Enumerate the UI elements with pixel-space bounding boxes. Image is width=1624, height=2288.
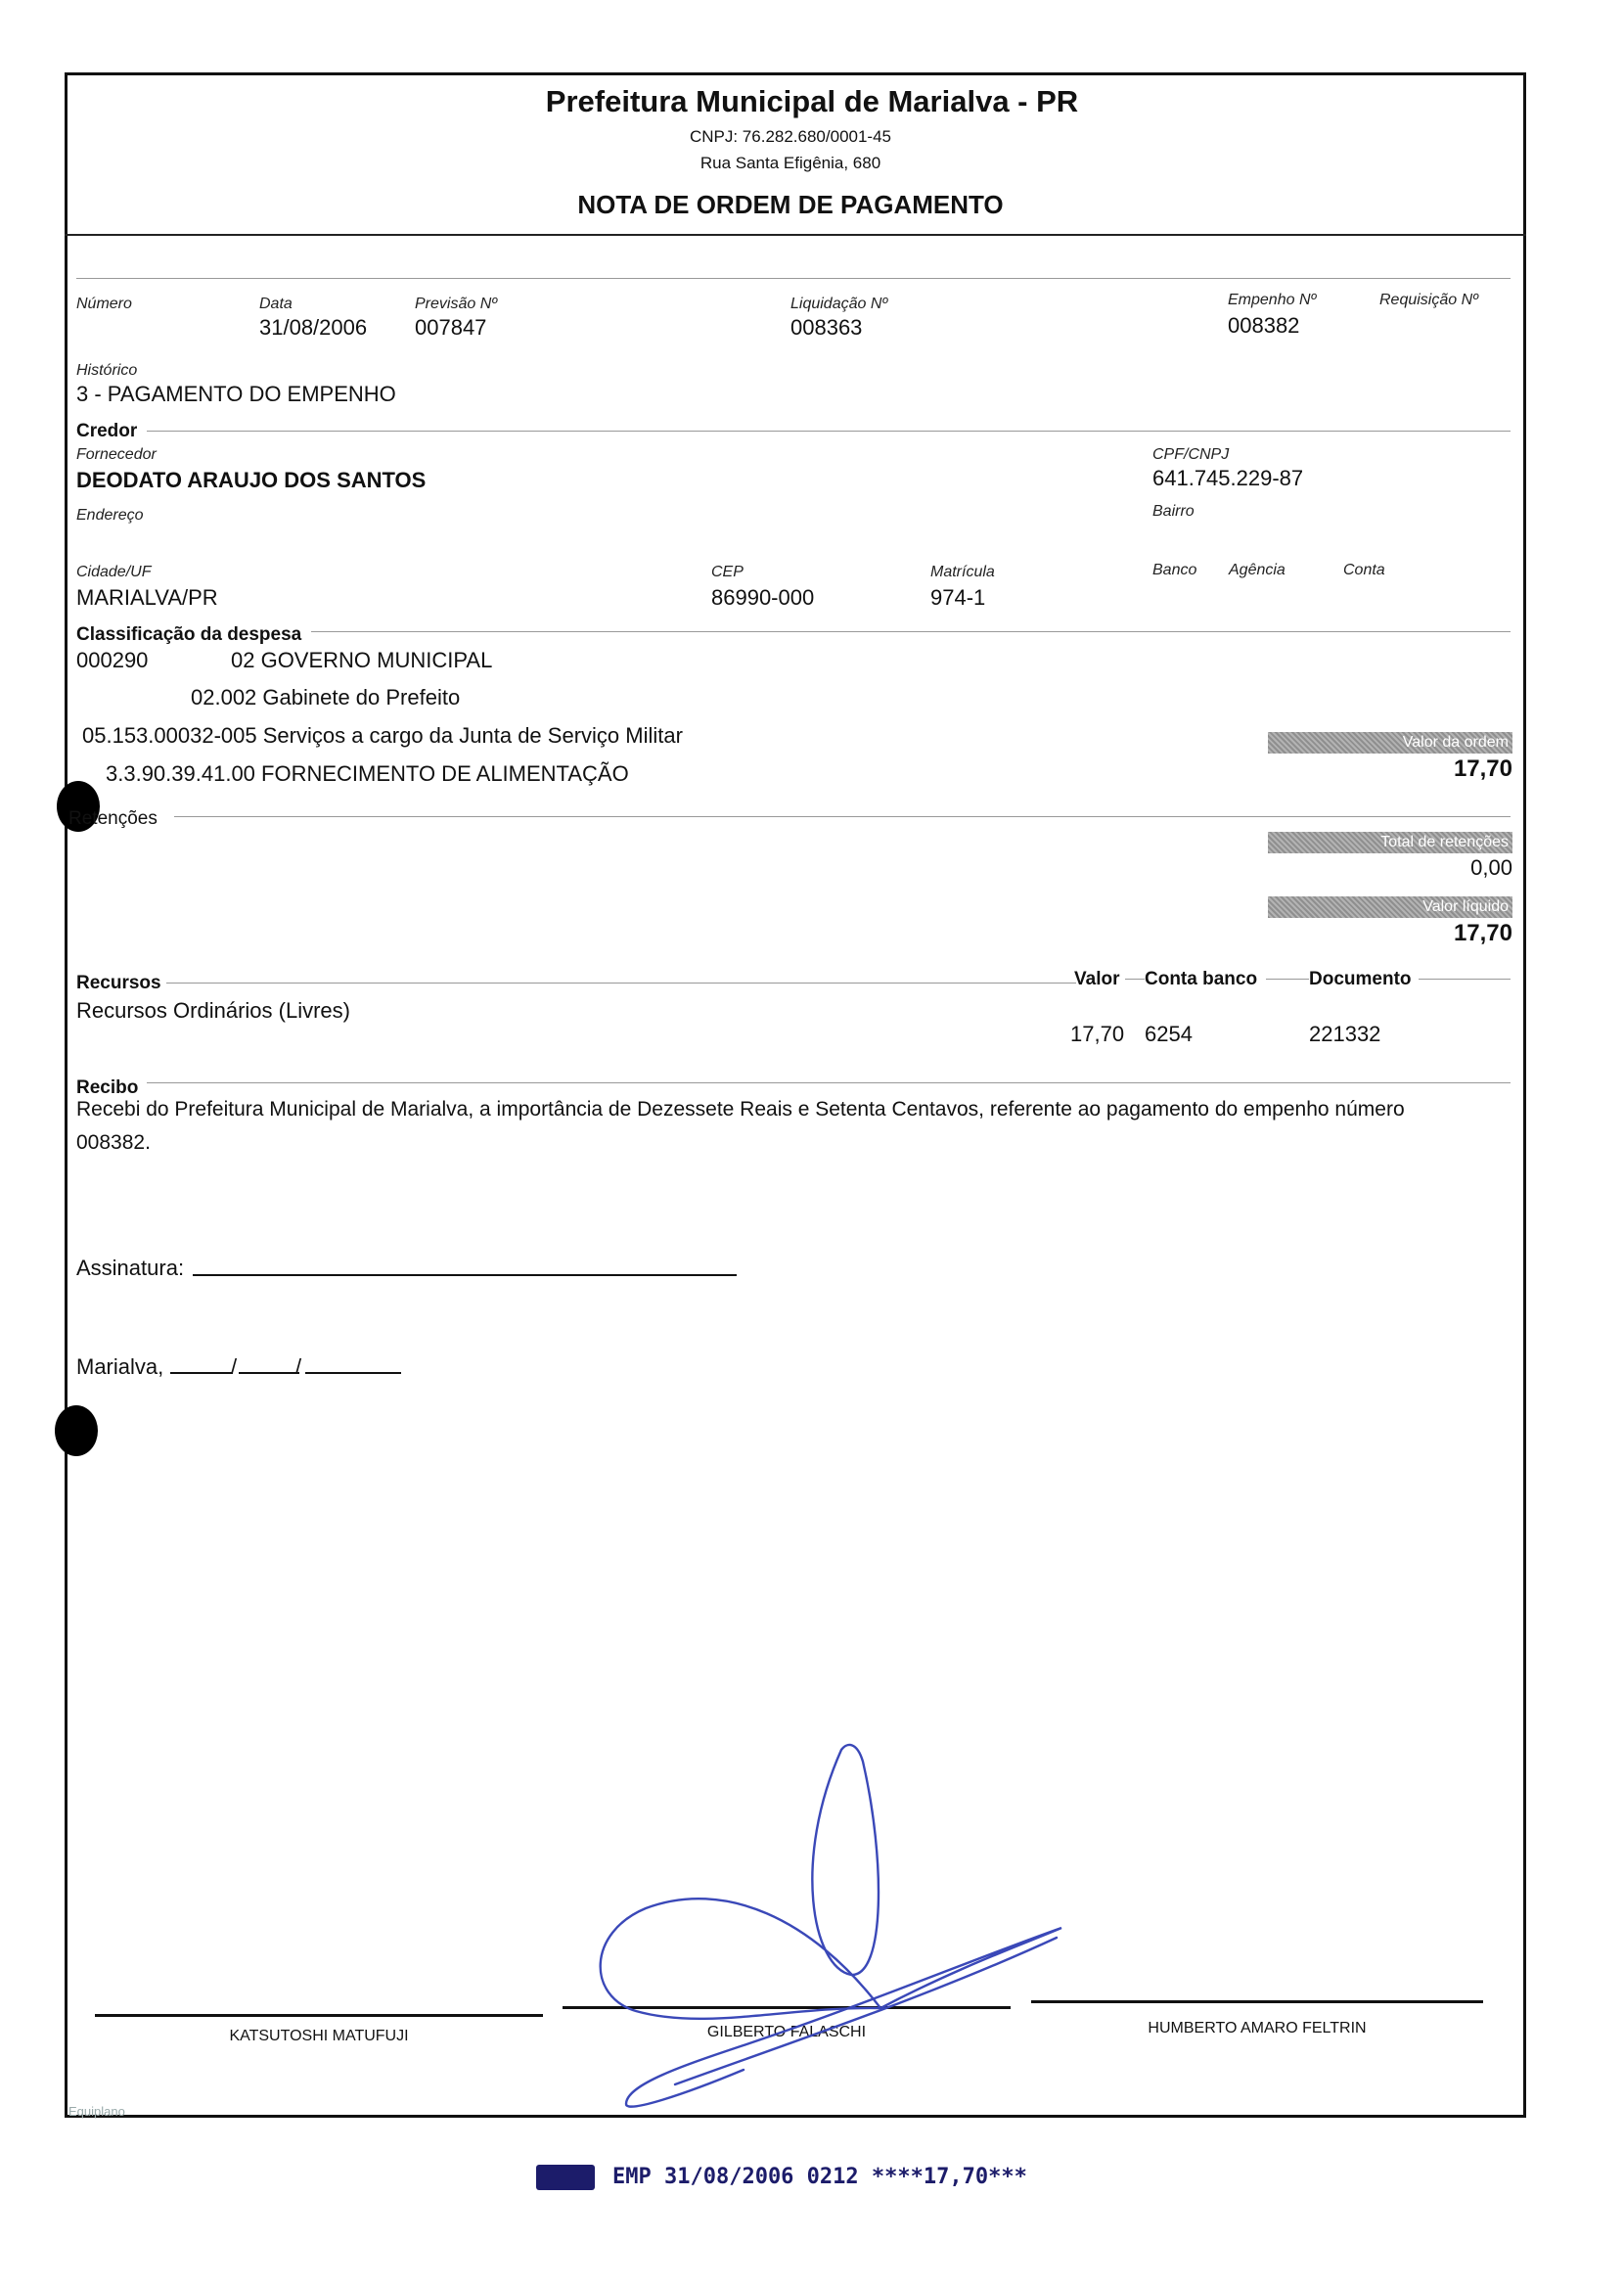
- documento-rule: [1419, 979, 1511, 980]
- signer-2-name: GILBERTO FALASCHI: [706, 2024, 867, 2040]
- total-retencoes-label: Total de retenções: [1268, 832, 1512, 853]
- empenho-value: 008382: [1228, 313, 1300, 338]
- cpf-value: 641.745.229-87: [1152, 466, 1304, 490]
- class-line1: 02 GOVERNO MUNICIPAL: [231, 648, 493, 672]
- previsao-value: 007847: [415, 315, 487, 340]
- class-line2: 02.002 Gabinete do Prefeito: [191, 685, 461, 709]
- address-text: Rua Santa Efigênia, 680: [699, 154, 881, 172]
- class-line3: 05.153.00032-005 Serviços a cargo da Junta de Serviço Militar: [82, 723, 683, 748]
- punch-hole-bottom: [55, 1405, 98, 1456]
- credor-rule: [147, 431, 1511, 432]
- date-month-line[interactable]: [239, 1372, 299, 1374]
- valor-ordem-label: Valor da ordem: [1268, 732, 1512, 754]
- assinatura-line[interactable]: [193, 1274, 737, 1276]
- document-frame: [65, 72, 1526, 2118]
- recibo-text-line2: 008382.: [76, 1131, 151, 1154]
- date-day-line[interactable]: [170, 1372, 233, 1374]
- agencia-label: Agência: [1229, 562, 1286, 578]
- recursos-rule: [166, 983, 1076, 984]
- date-year-line[interactable]: [305, 1372, 401, 1374]
- signature-line-1: [95, 2014, 543, 2017]
- valor-ordem-value: 17,70: [1453, 755, 1512, 782]
- signature-line-3: [1031, 2000, 1483, 2003]
- empenho-label: Empenho Nº: [1228, 292, 1317, 308]
- numero-label: Número: [76, 296, 132, 312]
- recursos-documento: 221332: [1309, 1022, 1381, 1046]
- cpf-label: CPF/CNPJ: [1152, 446, 1230, 463]
- banco-label: Banco: [1152, 562, 1197, 578]
- fornecedor-label: Fornecedor: [76, 446, 157, 463]
- previsao-label: Previsão Nº: [415, 296, 498, 312]
- recibo-rule: [147, 1082, 1511, 1083]
- endereco-label: Endereço: [76, 507, 144, 524]
- signature-line-2: [563, 2006, 1011, 2009]
- total-retencoes-value: 0,00: [1470, 855, 1512, 880]
- cidade-value: MARIALVA/PR: [76, 585, 218, 610]
- recursos-conta: 6254: [1145, 1022, 1193, 1046]
- recibo-text-line1: Recebi do Prefeitura Municipal de Marialva, a importância de Dezessete Reais e Setenta Centavos, referente ao pagamento do empenho número: [76, 1098, 1405, 1121]
- brand-label: Equiplano: [68, 2104, 125, 2119]
- fornecedor-value: DEODATO ARAUJO DOS SANTOS: [76, 468, 427, 492]
- historico-value: 3 - PAGAMENTO DO EMPENHO: [76, 382, 396, 406]
- assinatura-label: Assinatura:: [76, 1256, 185, 1280]
- recibo-section: Recibo: [76, 1077, 139, 1098]
- classificacao-section: Classificação da despesa: [76, 624, 302, 645]
- historico-label: Histórico: [76, 362, 138, 379]
- signer-3-name: HUMBERTO AMARO FELTRIN: [1148, 2020, 1367, 2036]
- data-value: 31/08/2006: [259, 315, 368, 340]
- class-line4: 3.3.90.39.41.00 FORNECIMENTO DE ALIMENTAÇÃO: [106, 761, 629, 786]
- documento-header: Documento: [1309, 969, 1412, 989]
- header-divider: [65, 234, 1526, 236]
- recursos-section: Recursos: [76, 973, 161, 993]
- data-label: Data: [259, 296, 293, 312]
- conta-rule: [1266, 979, 1309, 980]
- cep-value: 86990-000: [711, 585, 815, 610]
- classificacao-rule: [311, 631, 1511, 632]
- local-label: Marialva,: [76, 1354, 164, 1379]
- date-slash2: /: [295, 1354, 302, 1379]
- stamp-mark: [536, 2165, 595, 2190]
- valor-liquido-label: Valor líquido: [1268, 896, 1512, 918]
- cidade-label: Cidade/UF: [76, 564, 152, 580]
- conta-label: Conta: [1343, 562, 1385, 578]
- matricula-value: 974-1: [930, 585, 986, 610]
- matricula-label: Matrícula: [930, 564, 995, 580]
- retencoes-rule: [174, 816, 1511, 817]
- requisicao-label: Requisição Nº: [1379, 292, 1478, 308]
- retencoes-section: Retenções: [68, 808, 158, 829]
- top-rule: [76, 278, 1511, 279]
- signer-1-name: KATSUTOSHI MATUFUJI: [229, 2028, 409, 2044]
- recursos-desc: Recursos Ordinários (Livres): [76, 998, 350, 1023]
- bairro-label: Bairro: [1152, 503, 1195, 520]
- cnpj-text: CNPJ: 76.282.680/0001-45: [689, 127, 892, 146]
- date-slash1: /: [231, 1354, 238, 1379]
- credor-section: Credor: [76, 421, 138, 441]
- valor-header: Valor: [1074, 969, 1120, 989]
- payment-stamp: EMP 31/08/2006 0212 ****17,70***: [612, 2165, 1027, 2189]
- page-title: Prefeitura Municipal de Marialva - PR: [545, 84, 1079, 118]
- liquidacao-value: 008363: [790, 315, 863, 340]
- liquidacao-label: Liquidação Nº: [790, 296, 888, 312]
- class-code: 000290: [76, 648, 149, 672]
- valor-rule: [1125, 979, 1145, 980]
- cep-label: CEP: [711, 564, 744, 580]
- document-title: NOTA DE ORDEM DE PAGAMENTO: [577, 190, 1004, 219]
- recursos-valor: 17,70: [1070, 1022, 1125, 1046]
- valor-liquido-value: 17,70: [1453, 920, 1512, 946]
- conta-banco-header: Conta banco: [1145, 969, 1258, 989]
